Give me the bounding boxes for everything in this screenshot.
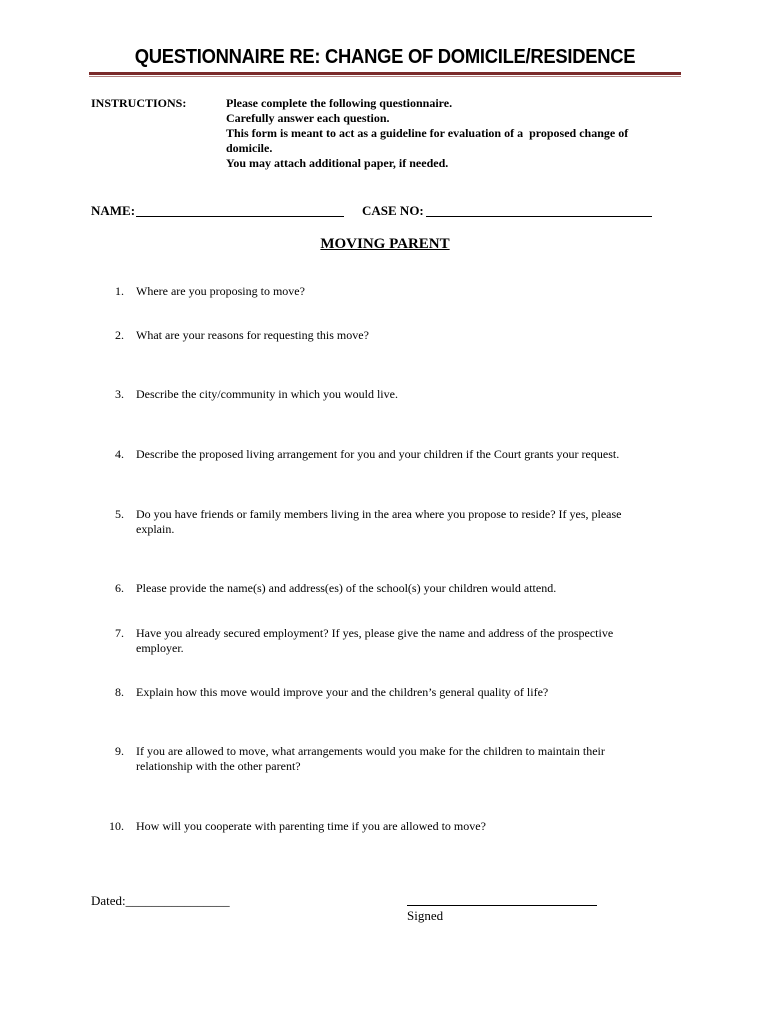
question-number: 9. (115, 744, 124, 758)
instruction-line: You may attach additional paper, if needed. (226, 156, 449, 170)
question-number: 7. (115, 626, 124, 640)
instructions-text (226, 96, 666, 171)
name-field[interactable] (136, 216, 344, 217)
question-text: Please provide the name(s) and address(es) of the school(s) your children would attend. (136, 581, 557, 595)
question-text: Explain how this move would improve your and the children’s general quality of life? (136, 685, 549, 699)
instructions-label: INSTRUCTIONS: (91, 96, 187, 110)
question-text: Describe the proposed living arrangement for you and your children if the Court grants your request. (136, 447, 620, 461)
document-title: QUESTIONNAIRE RE: CHANGE OF DOMICILE/RESIDENCE (134, 46, 636, 68)
question-number: 2. (115, 328, 124, 342)
title-rule-thin (89, 76, 681, 77)
question-text: If you are allowed to move, what arrangements would you make for the children to maintain their relationship with the other parent? (136, 744, 605, 773)
instruction-line: domicile. (226, 141, 273, 155)
dated-field[interactable]: Dated:________________ (91, 893, 230, 908)
question-number: 8. (115, 685, 124, 699)
question-number: 4. (115, 447, 124, 461)
case-number-field[interactable] (426, 216, 652, 217)
question-number: 3. (115, 387, 124, 401)
question-text: Have you already secured employment? If yes, please give the name and address of the prospective employer. (136, 626, 614, 655)
instruction-line: This form is meant to act as a guideline for evaluation of a proposed change of (226, 126, 629, 140)
signature-label: Signed (407, 908, 444, 923)
section-heading: MOVING PARENT (320, 236, 450, 252)
question-number: 6. (115, 581, 124, 595)
question-number: 1. (115, 284, 124, 298)
question-text: What are your reasons for requesting this move? (136, 328, 369, 342)
question-number: 10. (109, 819, 124, 833)
name-label: NAME: (91, 203, 136, 218)
question-text: Do you have friends or family members living in the area where you propose to reside? If yes, please explain. (136, 507, 622, 536)
question-text: Describe the city/community in which you would live. (136, 387, 398, 401)
instruction-line: Please complete the following questionnaire. (226, 96, 453, 110)
instruction-line: Carefully answer each question. (226, 111, 390, 125)
signature-line[interactable] (407, 905, 597, 906)
question-number: 5. (115, 507, 124, 521)
question-text: Where are you proposing to move? (136, 284, 305, 298)
question-text: How will you cooperate with parenting time if you are allowed to move? (136, 819, 486, 833)
case-number-label: CASE NO: (362, 203, 424, 218)
title-rule (89, 72, 681, 75)
